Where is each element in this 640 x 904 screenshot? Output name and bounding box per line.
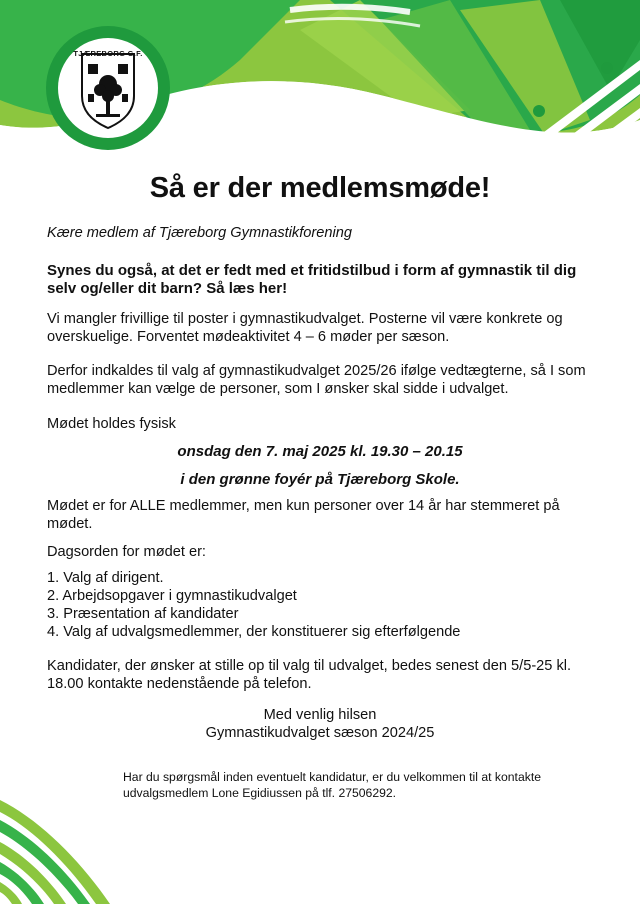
logo-club-name: TJÆREBORG G.F. xyxy=(73,49,143,58)
agenda-intro: Dagsorden for mødet er: xyxy=(47,544,206,560)
closing-regards: Med venlig hilsen xyxy=(263,707,377,723)
page-title: Så er der medlemsmøde! xyxy=(149,172,491,204)
contact-note: Har du spørgsmål inden eventuelt kandidatur, er du velkommen til at kontakte udvalgsmedlem Lone Egidiussen på tlf. 27506292. xyxy=(123,770,541,800)
closing-signature: Gymnastikudvalget sæson 2024/25 xyxy=(205,725,435,741)
agenda-item: 3. Præsentation af kandidater xyxy=(47,606,239,622)
candidates-paragraph: Kandidater, der ønsker at stille op til valg til udvalget, bedes senest den 5/5-25 kl. 18.00 kontakte nedenstående på telefon. xyxy=(47,658,572,692)
physical-meeting-text: Mødet holdes fysisk xyxy=(47,416,176,432)
agenda-list xyxy=(47,569,460,641)
club-logo xyxy=(44,24,172,152)
event-date-time: onsdag den 7. maj 2025 kl. 19.30 – 20.15 xyxy=(177,443,463,460)
members-paragraph: Mødet er for ALLE medlemmer, men kun personer over 14 år har stemmeret på mødet. xyxy=(47,498,560,532)
club-crest-icon xyxy=(44,24,172,152)
event-location: i den grønne foyér på Tjæreborg Skole. xyxy=(180,471,460,488)
agenda-item: 2. Arbejdsopgaver i gymnastikudvalget xyxy=(47,588,297,604)
agenda-item: 1. Valg af dirigent. xyxy=(47,570,164,586)
agenda-item: 4. Valg af udvalgsmedlemmer, der konstituerer sig efterfølgende xyxy=(47,624,461,640)
greeting: Kære medlem af Tjæreborg Gymnastikforening xyxy=(47,225,352,241)
election-paragraph: Derfor indkaldes til valg af gymnastikudvalget 2025/26 ifølge vedtægterne, så I som medlemmer kan vælge de personer, som I ønsker skal sidde i udvalget. xyxy=(47,363,586,397)
volunteers-paragraph: Vi mangler frivillige til poster i gymnastikudvalget. Posterne vil være konkrete og overskuelige. Forventet mødeaktivitet 4 – 6 møder per sæson. xyxy=(47,311,563,345)
lead-text: Synes du også, at det er fedt med et fritidstilbud i form af gymnastik til dig selv og/eller dit barn? Så læs her! xyxy=(47,262,577,297)
